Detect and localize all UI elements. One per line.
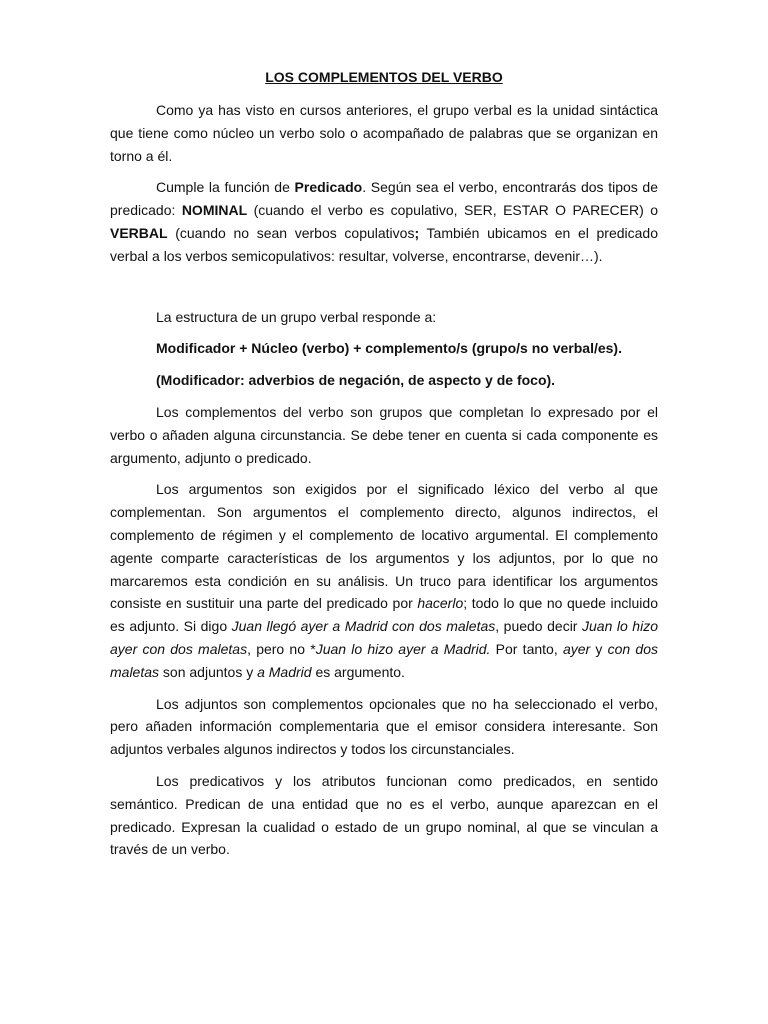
paragraph-formula: Modificador + Núcleo (verbo) + complemento/s (grupo/s no verbal/es).: [156, 340, 622, 357]
paragraph-estructura: La estructura de un grupo verbal responde a:: [156, 308, 437, 325]
page-title: LOS COMPLEMENTOS DEL VERBO: [265, 69, 503, 85]
text-run: (cuando no sean verbos copulativos: [167, 224, 415, 241]
text-run: (cuando el verbo es copulativo, SER, ESTAR O PARECER) o: [247, 202, 658, 219]
paragraph-modificador: (Modificador: adverbios de negación, de aspecto y de foco).: [156, 372, 556, 389]
italic-example: a Madrid: [257, 663, 312, 680]
text-run: ; todo lo que no quede incluido es adjunto. Si digo: [110, 595, 658, 635]
bold-term-predicado: Predicado: [294, 179, 363, 196]
italic-example: hacerlo: [417, 595, 464, 612]
bold-semicolon: ;: [414, 224, 420, 241]
text-run: y: [590, 640, 608, 657]
italic-example: con dos maletas: [110, 640, 658, 680]
italic-example: ayer: [562, 640, 591, 657]
paragraph-argumentos: [110, 478, 658, 683]
italic-example: Juan llegó ayer a Madrid con dos maletas: [231, 618, 496, 635]
text-run: son adjuntos y: [159, 663, 258, 680]
bold-term-nominal: NOMINAL: [181, 202, 248, 219]
paragraph-complementos: Los complementos del verbo son grupos que completan lo expresado por el verbo o añaden alguna circunstancia. Se debe tener en cuenta si cada componente es argumento, adjunto o predicado.: [110, 403, 658, 466]
paragraph-predicado: [110, 176, 658, 267]
text-run: es argumento.: [311, 663, 405, 680]
italic-example: Juan lo hizo ayer con dos maletas: [110, 618, 658, 657]
spacer: [110, 277, 658, 306]
text-run: . Según sea el verbo, encontrarás dos tipos de predicado:: [110, 179, 659, 219]
text-run: Cumple la función de: [156, 179, 295, 196]
paragraph-intro: Como ya has visto en cursos anteriores, el grupo verbal es la unidad sintáctica que tiene como núcleo un verbo solo o acompañado de palabras que se organizan en torno a él.: [110, 102, 658, 164]
bold-term-verbal: VERBAL: [110, 224, 168, 241]
paragraph-predicativos: Los predicativos y los atributos funcionan como predicados, en sentido semántico. Predican de una entidad que no es el verbo, aunque aparezcan en el predicado. Expresan la cualidad o estado de un grupo nominal, al que se vinculan a través de un verbo.: [110, 772, 658, 858]
text-run: , puedo decir: [495, 618, 582, 635]
text-run: Los argumentos son exigidos por el significado léxico del verbo al que complementan. Son argumentos el complemento directo, algunos indirectos, el complemento de régimen y el complemento de locativo argumental. El complemento agente comparte características de los argumentos y los adjuntos, por lo que no marcaremos esta condición en su análisis. Un truco para identificar los argumentos consiste en sustituir una parte del predicado por: [110, 481, 658, 612]
text-run: También ubicamos en el predicado verbal a los verbos semicopulativos: resultar, volverse, encontrarse, devenir…).: [110, 224, 658, 264]
paragraph-adjuntos: Los adjuntos son complementos opcionales que no ha seleccionado el verbo, pero añaden información complementaria que el emisor considera interesante. Son adjuntos verbales algunos indirectos y todos los circunstanciales.: [110, 695, 658, 758]
italic-example: Juan lo hizo ayer a Madrid.: [315, 640, 491, 657]
text-run: , pero no *: [247, 640, 316, 657]
text-run: Por tanto,: [490, 640, 563, 657]
